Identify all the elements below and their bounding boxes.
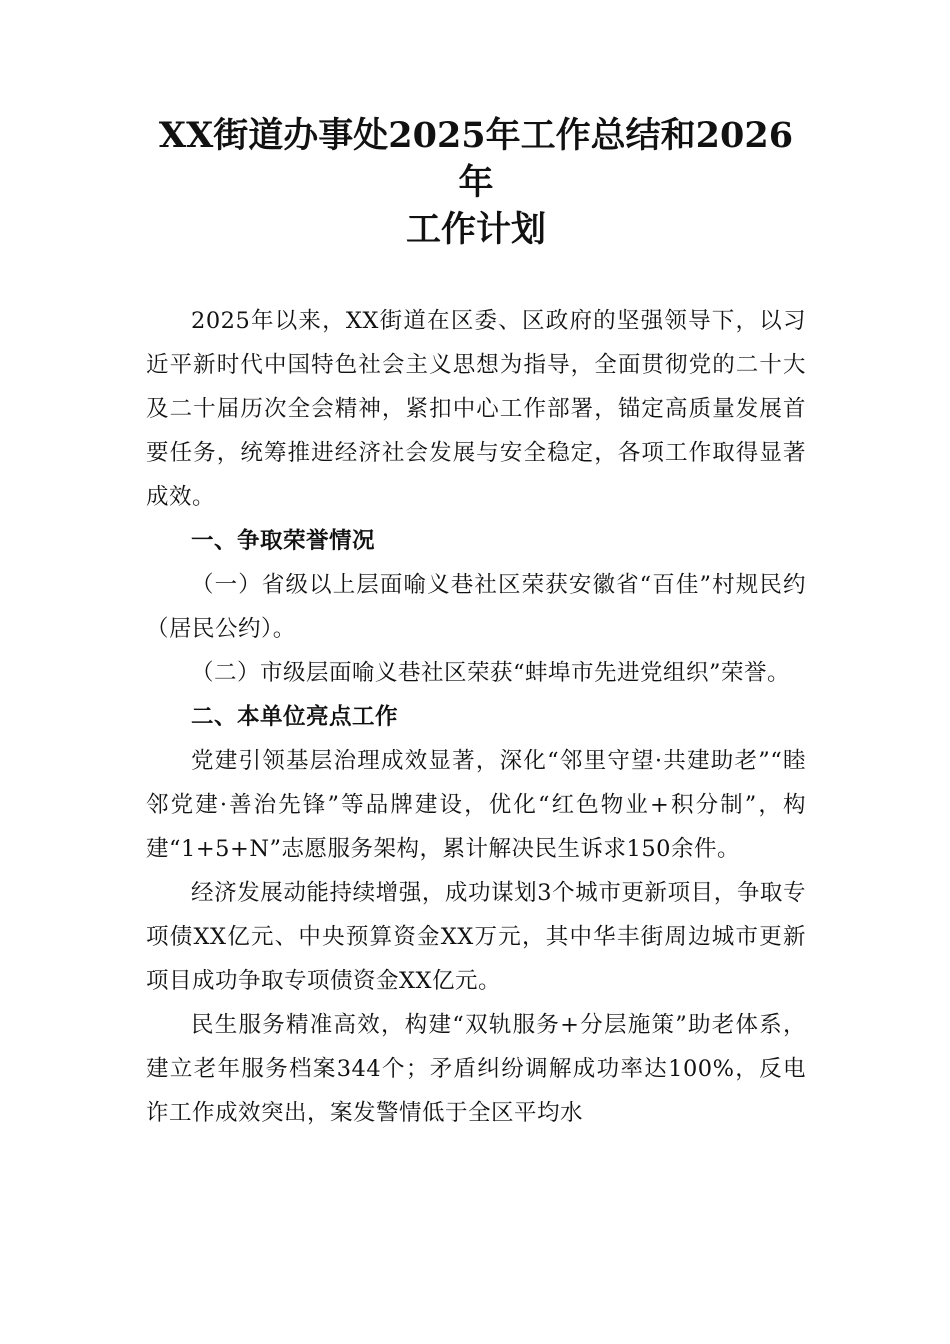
intro-paragraph: 2025年以来，XX街道在区委、区政府的坚强领导下，以习近平新时代中国特色社会主义思想为指导，全面贯彻党的二十大及二十届历次全会精神，紧扣中心工作部署，锚定高质量发展首要任务，统筹推进经济社会发展与安全稳定，各项工作取得显著成效。 [146, 308, 806, 510]
section-1-heading: 一、争取荣誉情况 [191, 528, 376, 554]
section-2-paragraph-3: 民生服务精准高效，构建“双轨服务+分层施策”助老体系，建立老年服务档案344个；矛盾纠纷调解成功率达100%，反电诈工作成效突出，案发警情低于全区平均水 [146, 1012, 806, 1126]
title-line-2: 工作计划 [405, 209, 546, 250]
title-line-1: XX街道办事处2025年工作总结和2026年 [158, 115, 794, 203]
document-title [146, 112, 806, 253]
document-page [146, 112, 806, 1135]
section-1-item-2: （二）市级层面喻义巷社区荣获“蚌埠市先进党组织”荣誉。 [191, 660, 791, 686]
section-1-item-1: （一）省级以上层面喻义巷社区荣获安徽省“百佳”村规民约（居民公约）。 [146, 572, 806, 642]
section-2-paragraph-2: 经济发展动能持续增强，成功谋划3个城市更新项目，争取专项债XX亿元、中央预算资金XX万元，其中华丰街周边城市更新项目成功争取专项债资金XX亿元。 [146, 880, 806, 994]
section-2-heading: 二、本单位亮点工作 [191, 704, 399, 730]
section-2-paragraph-1: 党建引领基层治理成效显著，深化“邻里守望·共建助老”“睦邻党建·善治先锋”等品牌建设，优化“红色物业+积分制”，构建“1+5+N”志愿服务架构，累计解决民生诉求150余件。 [146, 748, 806, 862]
